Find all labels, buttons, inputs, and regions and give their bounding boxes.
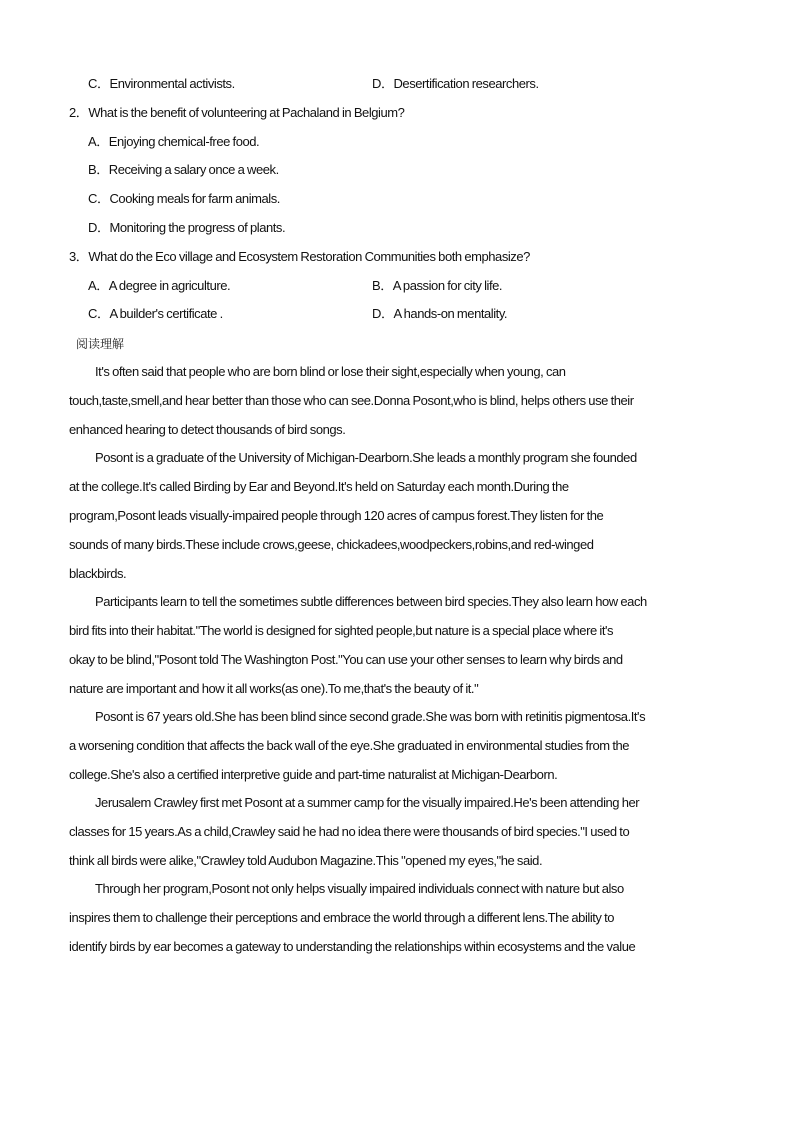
passage-line: inspires them to challenge their perceptions and embrace the world through a different lens.The ability to: [69, 910, 615, 925]
q3-option-c: C．A builder's certificate .: [88, 306, 223, 321]
q2-option-a: A．Enjoying chemical-free food.: [88, 134, 260, 149]
q2-option-c: C．Cooking meals for farm animals.: [88, 191, 280, 206]
q2-option-d: D．Monitoring the progress of plants.: [88, 220, 286, 235]
passage-line: enhanced hearing to detect thousands of bird songs.: [69, 422, 346, 437]
passage-line: Posont is a graduate of the University of Michigan-Dearborn.She leads a monthly program she founded: [95, 450, 637, 465]
passage-line: okay to be blind,"Posont told The Washington Post."You can use your other senses to learn why birds and: [69, 652, 623, 667]
passage-line: sounds of many birds.These include crows,geese, chickadees,woodpeckers,robins,and red-winged: [69, 537, 594, 552]
passage-line: bird fits into their habitat."The world is designed for sighted people,but nature is a special place where it's: [69, 623, 614, 638]
q3-option-b: B．A passion for city life.: [372, 278, 503, 293]
q2-stem: 2．What is the benefit of volunteering at Pachaland in Belgium?: [69, 105, 405, 120]
passage-line: think all birds were alike,"Crawley told Audubon Magazine.This "opened my eyes,"he said.: [69, 853, 543, 868]
passage-line: It's often said that people who are born blind or lose their sight,especially when young, can: [95, 364, 566, 379]
section-label: 阅读理解: [76, 337, 125, 351]
q1-option-d: D．Desertification researchers.: [372, 76, 539, 91]
passage-line: Participants learn to tell the sometimes subtle differences between bird species.They also learn how each: [95, 594, 647, 609]
q2-option-b: B．Receiving a salary once a week.: [88, 162, 279, 177]
q3-option-a: A．A degree in agriculture.: [88, 278, 231, 293]
passage-line: identify birds by ear becomes a gateway to understanding the relationships within ecosystems and the value: [69, 939, 636, 954]
passage-line: college.She's also a certified interpretive guide and part-time naturalist at Michigan-Dearborn.: [69, 767, 558, 782]
passage-line: Posont is 67 years old.She has been blind since second grade.She was born with retinitis pigmentosa.It's: [95, 709, 646, 724]
q1-option-c: C．Environmental activists.: [88, 76, 235, 91]
passage-line: Through her program,Posont not only helps visually impaired individuals connect with nature but also: [95, 881, 624, 896]
q3-option-d: D．A hands-on mentality.: [372, 306, 508, 321]
passage-line: classes for 15 years.As a child,Crawley said he had no idea there were thousands of bird species."I used to: [69, 824, 630, 839]
passage-line: nature are important and how it all works(as one).To me,that's the beauty of it.": [69, 681, 479, 696]
passage-line: program,Posont leads visually-impaired people through 120 acres of campus forest.They listen for the: [69, 508, 604, 523]
q3-stem: 3．What do the Eco village and Ecosystem Restoration Communities both emphasize?: [69, 249, 530, 264]
passage-line: touch,taste,smell,and hear better than those who can see.Donna Posont,who is blind, helps others use their: [69, 393, 634, 408]
passage-line: blackbirds.: [69, 566, 127, 581]
passage-line: a worsening condition that affects the back wall of the eye.She graduated in environmental studies from the: [69, 738, 630, 753]
passage-line: at the college.It's called Birding by Ear and Beyond.It's held on Saturday each month.During the: [69, 479, 569, 494]
passage-line: Jerusalem Crawley first met Posont at a summer camp for the visually impaired.He's been attending her: [95, 795, 640, 810]
